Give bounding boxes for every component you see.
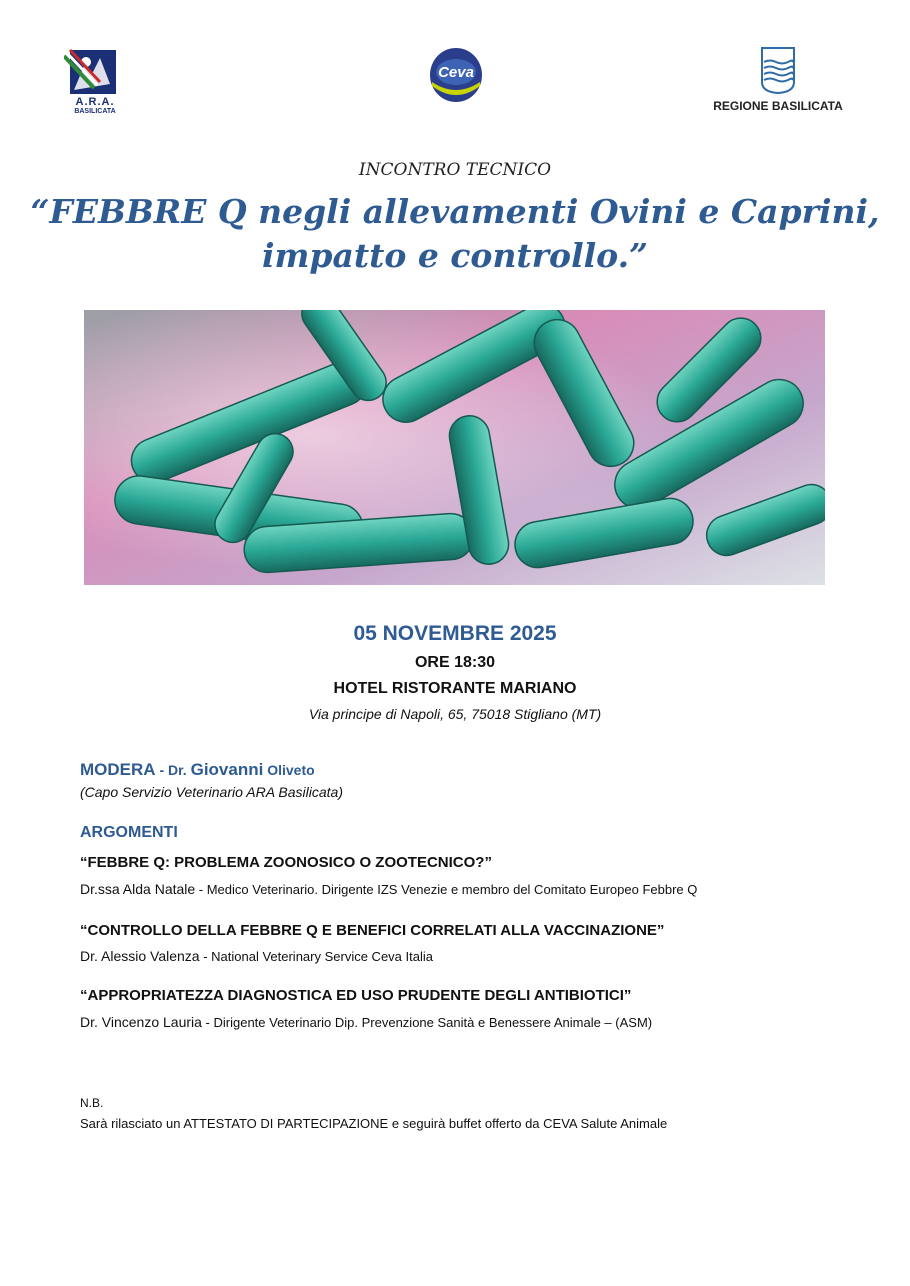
event-venue: HOTEL RISTORANTE MARIANO — [333, 680, 577, 697]
speaker-role: - Medico Veterinario. Dirigente IZS Venezie e membro del Comitato Europeo Febbre Q — [195, 882, 698, 897]
topic-title: “CONTROLLO DELLA FEBBRE Q E BENEFICI CORRELATI ALLA VACCINAZIONE” — [80, 922, 665, 939]
speaker-name: Dr.ssa Alda Natale — [80, 881, 196, 897]
ceva-logo-name: Ceva — [438, 64, 474, 81]
moderator-last-name: Oliveto — [263, 762, 315, 778]
speaker-name: Dr. Alessio Valenza — [80, 948, 200, 964]
ara-logo — [64, 44, 126, 118]
event-subtitle: INCONTRO TECNICO — [358, 160, 552, 180]
bacteria-image — [84, 310, 825, 585]
event-title-line-1: “FEBBRE Q negli allevamenti Ovini e Caprini, — [30, 192, 880, 231]
topic-speaker — [80, 881, 697, 897]
regione-logo-name: REGIONE BASILICATA — [713, 99, 843, 113]
topic-title: “FEBBRE Q: PROBLEMA ZOONOSICO O ZOOTECNICO?” — [80, 854, 492, 871]
moderator-title: Dr. — [168, 762, 191, 778]
event-title — [0, 190, 910, 278]
ceva-logo — [428, 46, 484, 104]
topics-heading: ARGOMENTI — [80, 824, 178, 841]
bacteria-illustration — [84, 310, 825, 585]
speaker-role: - National Veterinary Service Ceva Italia — [199, 949, 433, 964]
regione-shield-icon — [700, 46, 856, 94]
speaker-role: - Dirigente Veterinario Dip. Prevenzione Sanità e Benessere Animale – (ASM) — [201, 1015, 653, 1030]
topic-speaker — [80, 948, 433, 964]
topic-speaker — [80, 1014, 652, 1030]
ara-logo-name: A.R.A. — [75, 96, 115, 108]
moderator-line — [80, 760, 315, 780]
event-title-line-2: impatto e controllo.” — [261, 236, 649, 275]
moderator-separator: - — [155, 762, 169, 778]
ara-logo-sub: BASILICATA — [74, 108, 116, 115]
speaker-name: Dr. Vincenzo Lauria — [80, 1014, 202, 1030]
ara-emblem-icon — [64, 44, 126, 96]
moderator-label: MODERA — [80, 760, 156, 779]
moderator-role: (Capo Servizio Veterinario ARA Basilicata) — [80, 784, 343, 800]
regione-basilicata-logo — [700, 46, 856, 120]
event-address: Via principe di Napoli, 65, 75018 Stigliano (MT) — [308, 706, 602, 722]
moderator-first-name: Giovanni — [190, 760, 264, 779]
nb-label: N.B. — [80, 1096, 104, 1110]
event-date: 05 NOVEMBRE 2025 — [353, 622, 557, 645]
topic-title: “APPROPRIATEZZA DIAGNOSTICA ED USO PRUDENTE DEGLI ANTIBIOTICI” — [80, 987, 632, 1004]
participation-note: Sarà rilasciato un ATTESTATO DI PARTECIPAZIONE e seguirà buffet offerto da CEVA Salute Animale — [80, 1116, 668, 1131]
event-time: ORE 18:30 — [414, 654, 496, 671]
